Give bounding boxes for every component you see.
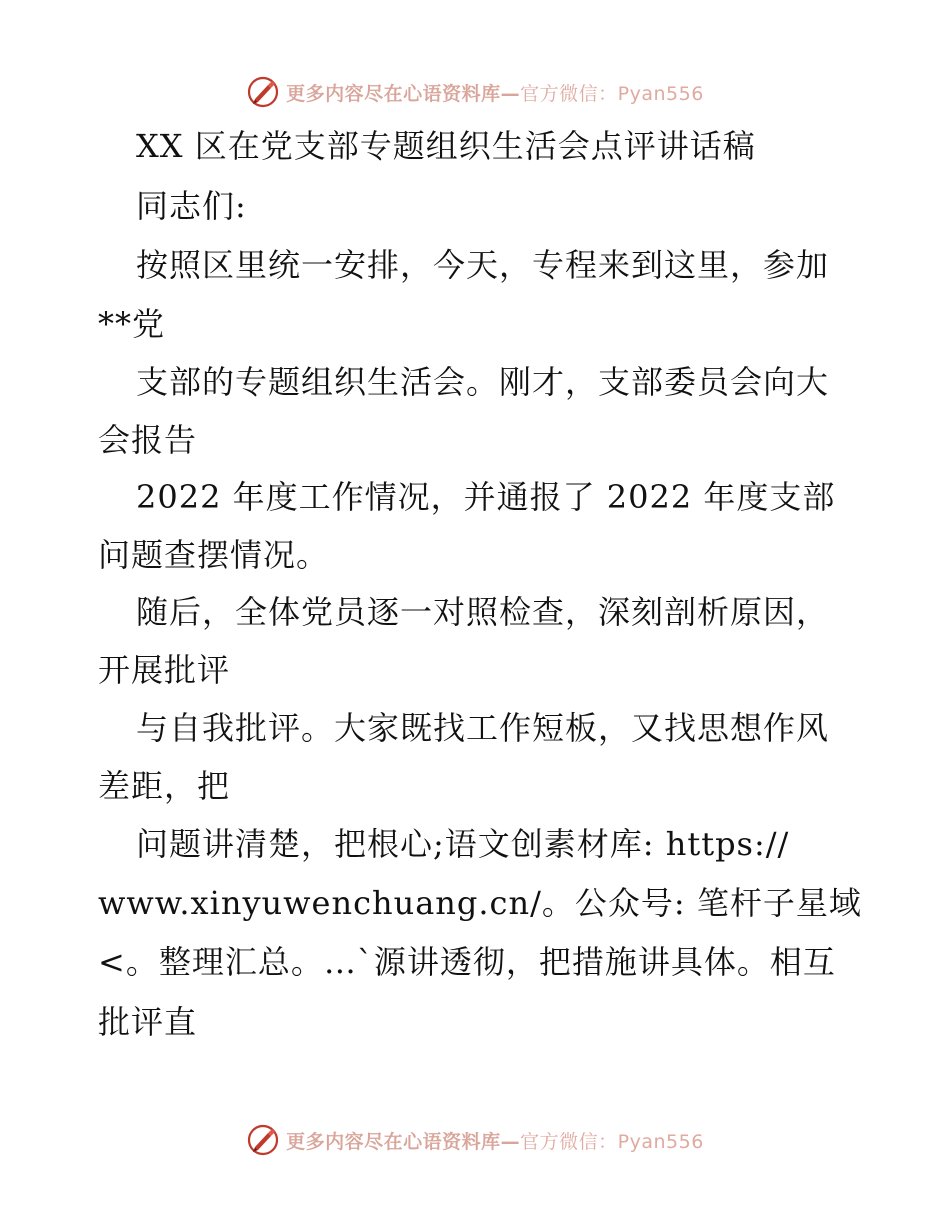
paragraph-line: 差距，把	[98, 767, 231, 805]
pen-logo-icon	[246, 1123, 280, 1157]
document-title: XX 区在党支部专题组织生活会点评讲话稿	[136, 127, 756, 165]
paragraph-line: 会报告	[98, 421, 198, 459]
paragraph-line: www.xinyuwenchuang.cn/。公众号: 笔杆子星域	[98, 884, 862, 922]
paragraph-line: 批评直	[98, 1003, 198, 1041]
pen-logo-icon	[246, 75, 280, 109]
paragraph-line: **党	[98, 305, 166, 343]
paragraph-line: 2022 年度工作情况，并通报了 2022 年度支部	[136, 478, 836, 516]
paragraph-line: 问题讲清楚，把根心;语文创素材库: https://	[136, 825, 790, 863]
paragraph-line: 问题查摆情况。	[98, 536, 330, 574]
footer-watermark	[0, 1120, 950, 1160]
watermark-text: 更多内容尽在心语资料库—官方微信：Pyan556	[286, 1130, 704, 1153]
header-watermark	[0, 72, 950, 112]
paragraph-line: 开展批评	[98, 651, 231, 689]
paragraph-line: 随后，全体党员逐一对照检查，深刻剖析原因，	[136, 593, 830, 631]
paragraph-line: 按照区里统一安排，今天，专程来到这里，参加	[136, 246, 830, 284]
paragraph-line: 与自我批评。大家既找工作短板，又找思想作风	[136, 709, 830, 747]
watermark-text: 更多内容尽在心语资料库—官方微信：Pyan556	[286, 82, 704, 105]
paragraph-line: 支部的专题组织生活会。刚才，支部委员会向大	[136, 363, 830, 401]
salutation: 同志们:	[136, 187, 247, 225]
paragraph-line: <。整理汇总。…`源讲透彻，把措施讲具体。相互	[98, 943, 836, 981]
